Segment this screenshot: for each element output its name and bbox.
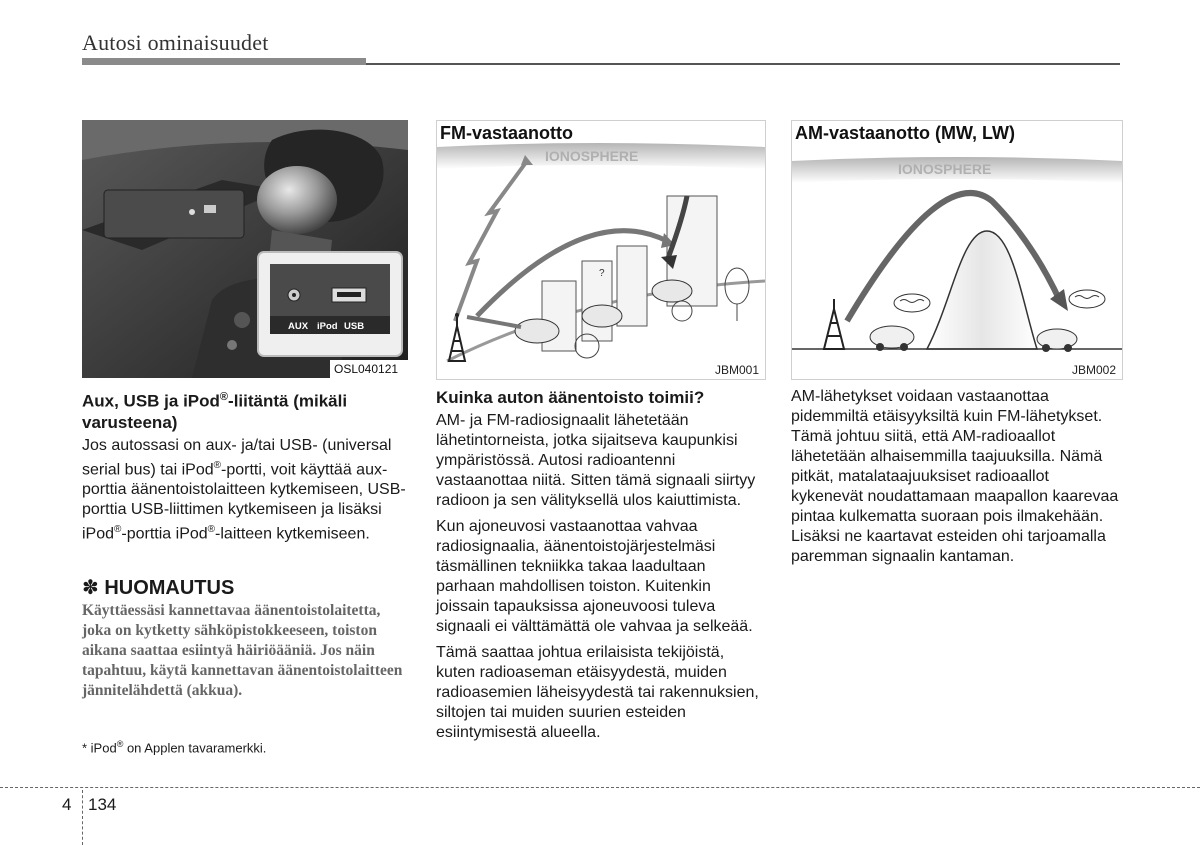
- am-para-1: AM-lähetykset voidaan vastaanottaa pidemmiltä etäisyyksiltä kuin FM-lähetykset. Tämä johtuu siitä, että AM-radioaallot lähetetään alhaisemmilla taajuuksilla. Nämä pitkät, matalataajuuksiset radioaallot kykenevät noudattamaan maapallon kaarevaa pintaa kulkematta suoraan pois ilmakehään. Lisäksi ne kaartavat esteiden ohi tarjoamalla paremman signaalin kantaman.: [791, 388, 1119, 565]
- fm-figure-code: JBM001: [714, 363, 759, 377]
- registered-mark: ®: [114, 523, 122, 535]
- chapter-number: 4: [62, 795, 72, 814]
- registered-mark: ®: [219, 391, 229, 403]
- fm-reception-figure: [436, 120, 766, 380]
- column-aux-usb: [82, 387, 410, 550]
- aux-heading-part2: -liitäntä (mikäli varusteena): [82, 391, 348, 432]
- console-illustration: [82, 120, 408, 378]
- am-diagram: [792, 121, 1122, 379]
- page-header-title: Autosi ominaisuudet: [82, 30, 269, 55]
- column-how-audio-works: [436, 387, 766, 749]
- port-label-aux: AUX: [288, 321, 309, 332]
- aux-body-part3: -porttia iPod: [121, 525, 208, 543]
- audio-heading: Kuinka auton äänentoisto toimii?: [436, 388, 705, 407]
- aux-body-part1: Jos autossasi on aux- ja/tai USB- (universal serial bus) tai iPod: [82, 436, 392, 478]
- registered-mark: ®: [207, 523, 216, 535]
- registered-mark: ®: [213, 459, 221, 471]
- aux-usb-heading: [82, 387, 410, 433]
- am-figure-code: JBM002: [1071, 363, 1116, 377]
- note-title: ✽ HUOMAUTUS: [82, 577, 235, 599]
- page-number: 134: [88, 795, 117, 814]
- aux-usb-body: [82, 436, 410, 545]
- column-am-reception: [791, 387, 1123, 573]
- registered-mark: ®: [116, 739, 124, 749]
- photo-code: OSL040121: [334, 362, 399, 376]
- aux-body-part2: -portti, voit käyttää aux-porttia äänentoistolaitteen kytkemiseen, USB-porttia USB-liittimen kytkemiseen ja lisäksi iPod: [82, 460, 406, 543]
- fm-diagram: [437, 121, 765, 379]
- port-label-usb: USB: [344, 321, 365, 332]
- am-reception-figure: [791, 120, 1123, 380]
- footer-dashed-rule: [0, 787, 1200, 788]
- header-rule-thick: [82, 58, 366, 65]
- fm-ionosphere-label: IONOSPHERE: [545, 148, 639, 164]
- note-body: Käyttäessäsi kannettavaa äänentoistolaitetta, joka on kytketty sähköpistokkeeseen, toiston aikana saattaa esiintyä häiriöääniä. Jos näin tapahtuu, käytä kannettavan äänentoistolaitteen jännitelähdettä (akkua).: [82, 602, 403, 699]
- am-ionosphere-label: IONOSPHERE: [898, 161, 992, 177]
- trademark-note: [82, 739, 266, 755]
- trademark-part2: on Applen tavaramerkki.: [123, 740, 267, 756]
- audio-para-2: Kun ajoneuvosi vastaanottaa vahvaa radiosignaalia, äänentoistojärjestelmäsi täsmällinen tekniikka takaa laadultaan parhaan mahdollisen toiston. Kuitenkin joissain tapauksissa ajoneuvoosi tuleva signaali ei välttämättä ole vahvaa ja selkeää.: [436, 518, 753, 635]
- aux-body-part4: -laitteen kytkemiseen.: [215, 525, 370, 543]
- footer-dashed-divider: [82, 790, 83, 845]
- audio-para-1: AM- ja FM-radiosignaalit lähetetään lähetintorneista, jotka sijaitseva kaupunkisi ympäristössä. Autosi radioantenni vastaanottaa niitä. Sitten tämä signaali siirtyy radioon ja sen välityksellä ulos kaiuttimista.: [436, 412, 756, 509]
- header-rule-thin: [366, 63, 1120, 65]
- trademark-part1: * iPod: [82, 740, 117, 756]
- svg-text:?: ?: [599, 268, 605, 279]
- fm-figure-title: FM-vastaanotto: [440, 123, 574, 143]
- am-figure-title: AM-vastaanotto (MW, LW): [795, 123, 1015, 143]
- audio-para-3: Tämä saattaa johtua erilaisista tekijöistä, kuten radioaseman etäisyydestä, muiden radioasemien läheisyydestä tai rakennuksien, siltojen tai muiden suurien esteiden esiintymisestä alueella.: [436, 644, 759, 741]
- aux-heading-part1: Aux, USB ja iPod: [82, 391, 220, 411]
- usb-aux-photo: [82, 120, 408, 378]
- port-label-ipod: iPod: [317, 321, 338, 332]
